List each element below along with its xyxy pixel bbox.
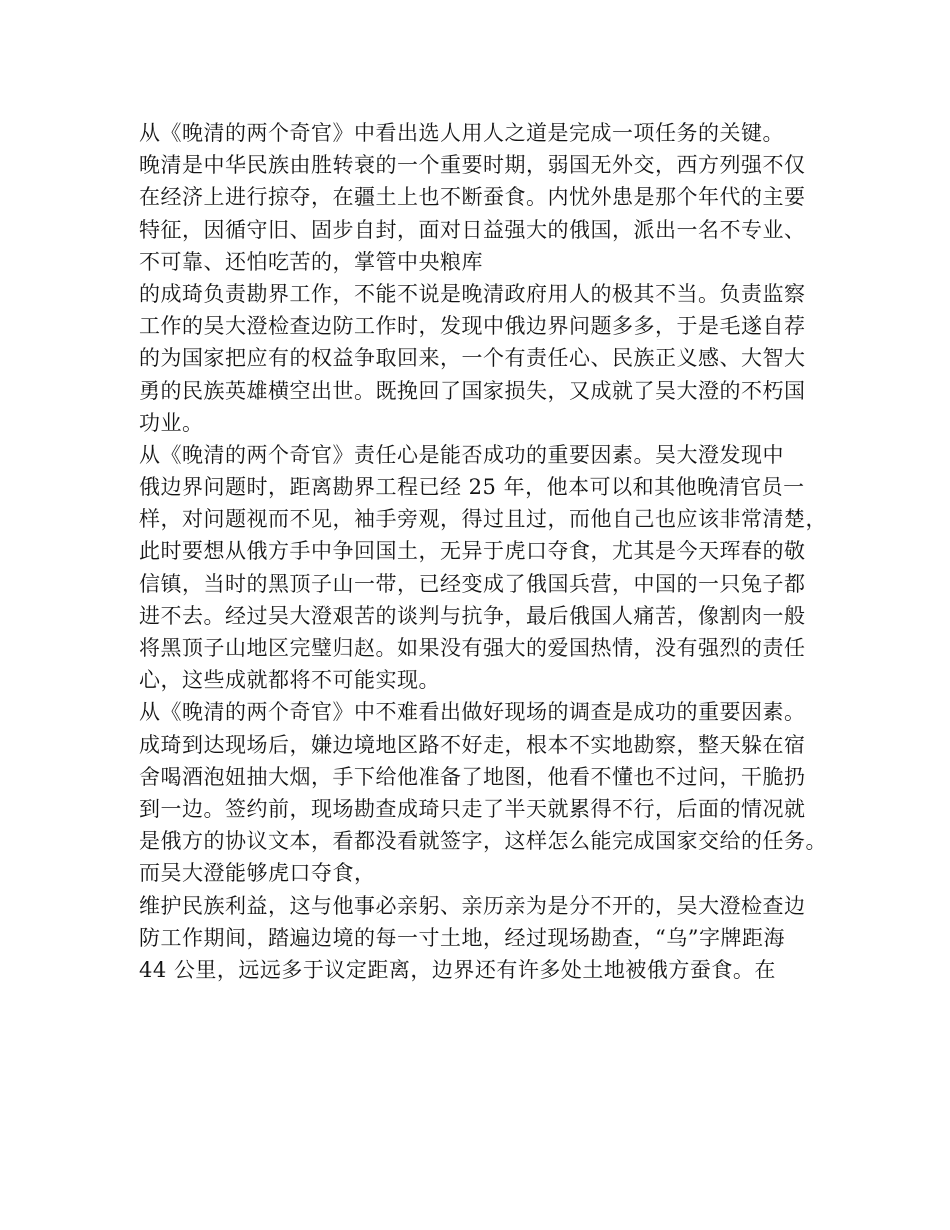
text-line: 特征，因循守旧、固步自封，面对日益强大的俄国，派出一名不专业、	[139, 217, 806, 242]
text-line: 从《晚清的两个奇官》中不难看出做好现场的调查是成功的重要因素。	[139, 700, 806, 725]
text-line: 工作的吴大澄检查边防工作时，发现中俄边界问题多多，于是毛遂自荐	[139, 314, 806, 339]
text-line: 是俄方的协议文本，看都没看就签字，这样怎么能完成国家交给的任务。	[139, 829, 827, 854]
text-line: 信镇，当时的黑顶子山一带，已经变成了俄国兵营，中国的一只兔子都	[139, 571, 806, 596]
text-line: 从《晚清的两个奇官》责任心是能否成功的重要因素。吴大澄发现中	[139, 442, 784, 467]
text-line: 成琦到达现场后，嫌边境地区路不好走，根本不实地勘察，整天躲在宿	[139, 732, 806, 757]
text-line: 到一边。签约前，现场勘查成琦只走了半天就累得不行，后面的情况就	[139, 796, 806, 821]
text-line: 不可靠、还怕吃苦的，掌管中央粮库	[139, 249, 483, 274]
text-line: 将黑顶子山地区完璧归赵。如果没有强大的爱国热情，没有强烈的责任	[139, 636, 806, 660]
body-text	[139, 117, 839, 986]
text-line: 晚清是中华民族由胜转衰的一个重要时期，弱国无外交，西方列强不仅	[139, 153, 806, 178]
text-line: 进不去。经过吴大澄艰苦的谈判与抗争，最后俄国人痛苦，像割肉一般	[139, 603, 806, 628]
text-line: 样，对问题视而不见，袖手旁观，得过且过，而他自己也应该非常清楚，	[139, 507, 827, 532]
text-line: 从《晚清的两个奇官》中看出选人用人之道是完成一项任务的关键。	[139, 121, 784, 145]
text-line: 的成琦负责勘界工作，不能不说是晚清政府用人的极其不当。负责监察	[139, 281, 806, 306]
text-line: 44 公里，远远多于议定距离，边界还有许多处土地被俄方蚕食。在	[139, 957, 776, 982]
text-line: 的为国家把应有的权益争取回来，一个有责任心、民族正义感、大智大	[139, 346, 806, 371]
text-line: 俄边界问题时，距离勘界工程已经 25 年，他本可以和其他晚清官员一	[139, 475, 805, 500]
text-line: 心，这些成就都将不可能实现。	[139, 668, 440, 693]
text-line: 舍喝酒泡妞抽大烟，手下给他准备了地图，他看不懂也不过问，干脆扔	[139, 764, 806, 789]
text-line: 勇的民族英雄横空出世。既挽回了国家损失，又成就了吴大澄的不朽国	[139, 378, 806, 403]
text-line: 维护民族利益，这与他事必亲躬、亲历亲为是分不开的，吴大澄检查边	[139, 893, 806, 918]
text-line: 而吴大澄能够虎口夺食，	[139, 861, 376, 886]
text-line: 此时要想从俄方手中争回国土，无异于虎口夺食，尤其是今天珲春的敬	[139, 539, 806, 564]
text-line: 在经济上进行掠夺，在疆土上也不断蚕食。内忧外患是那个年代的主要	[139, 185, 806, 210]
text-line: 功业。	[139, 410, 204, 435]
text-line: 防工作期间，踏遍边境的每一寸土地，经过现场勘查，“乌”字牌距海	[139, 925, 785, 950]
